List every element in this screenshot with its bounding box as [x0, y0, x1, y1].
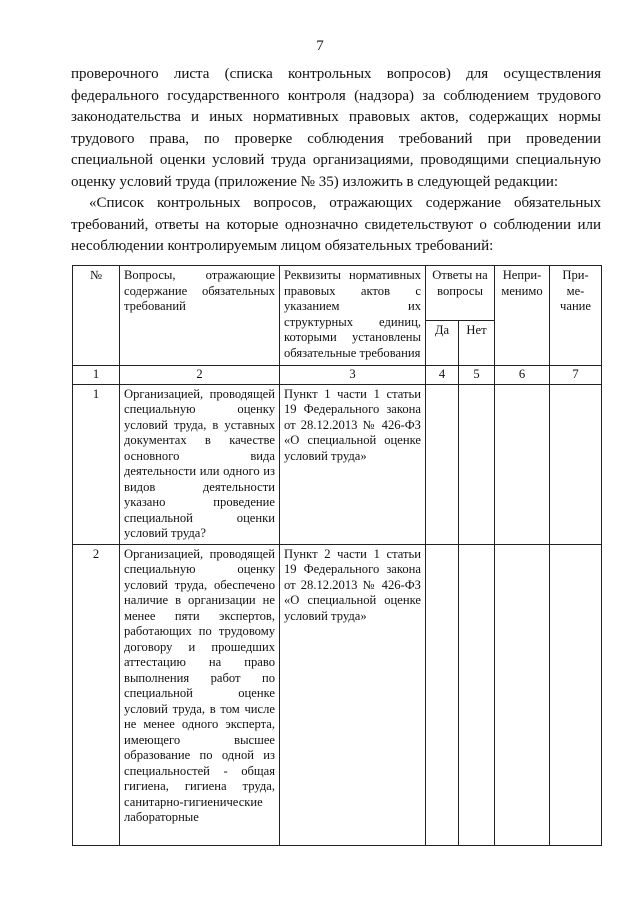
header-questions: Вопросы, отражающие содержание обязательных требований — [120, 266, 280, 366]
row-number: 1 — [73, 384, 120, 544]
list-intro-paragraph: «Список контрольных вопросов, отражающих содержание обязательных требований, ответы на которые однозначно свидетельствуют о соблюдении или несоблюдении контролируемым лицом обязательных требований: — [71, 195, 601, 254]
column-number: 2 — [120, 366, 280, 385]
column-number: 7 — [550, 366, 602, 385]
table-row — [73, 384, 602, 544]
table-header-row — [73, 266, 602, 321]
header-num: № — [73, 266, 120, 366]
answer-no-cell — [459, 544, 495, 845]
answer-yes-cell — [426, 384, 459, 544]
column-number-row — [73, 366, 602, 385]
header-not-applicable: Непри-менимо — [495, 266, 550, 366]
column-number: 5 — [459, 366, 495, 385]
row-question: Организацией, проводящей специальную оценку условий труда, обеспечено наличие в организации не менее пяти экспертов, работающих по трудовому договору и прошедших аттестацию на право выполнения работ по специальной оценке условий труда, в том числе не менее одного эксперта, имеющего высшее образование по одной из специальностей - общая гигиена, гигиена труда, санитарно-гигиенические лабораторные — [120, 544, 280, 845]
intro-paragraph: проверочного листа (списка контрольных вопросов) для осуществления федерального государственного контроля (надзора) за соблюдением трудового законодательства и иных нормативных правовых актов, содержащих нормы трудового права, по проверке соблюдения требований при проведении специальной оценки условий труда организациями, проводящими специальную оценку условий труда (приложение № 35) изложить в следующей редакции: — [71, 66, 601, 190]
row-requisite: Пункт 2 части 1 статьи 19 Федерального закона от 28.12.2013 № 426-ФЗ «О специальной оценке условий труда» — [280, 544, 426, 845]
row-question: Организацией, проводящей специальную оценку условий труда, в уставных документах в качестве основного вида деятельности или одного из видов деятельности указано проведение специальной оценки условий труда? — [120, 384, 280, 544]
header-answers: Ответы на вопросы — [426, 266, 495, 321]
column-number: 6 — [495, 366, 550, 385]
table-row — [73, 544, 602, 845]
note-cell — [550, 384, 602, 544]
not-applicable-cell — [495, 544, 550, 845]
header-requisites: Реквизиты нормативных правовых актов с указанием их структурных единиц, которыми установлены обязательные требования — [280, 266, 426, 366]
note-cell — [550, 544, 602, 845]
row-number: 2 — [73, 544, 120, 845]
column-number: 1 — [73, 366, 120, 385]
answer-no-cell — [459, 384, 495, 544]
answer-yes-cell — [426, 544, 459, 845]
header-no: Нет — [459, 321, 495, 366]
page-number: 7 — [316, 38, 324, 54]
header-note: При-ме-чание — [550, 266, 602, 366]
checklist-table — [72, 265, 602, 846]
row-requisite: Пункт 1 части 1 статьи 19 Федерального закона от 28.12.2013 № 426-ФЗ «О специальной оценке условий труда» — [280, 384, 426, 544]
column-number: 3 — [280, 366, 426, 385]
header-yes: Да — [426, 321, 459, 366]
column-number: 4 — [426, 366, 459, 385]
not-applicable-cell — [495, 384, 550, 544]
